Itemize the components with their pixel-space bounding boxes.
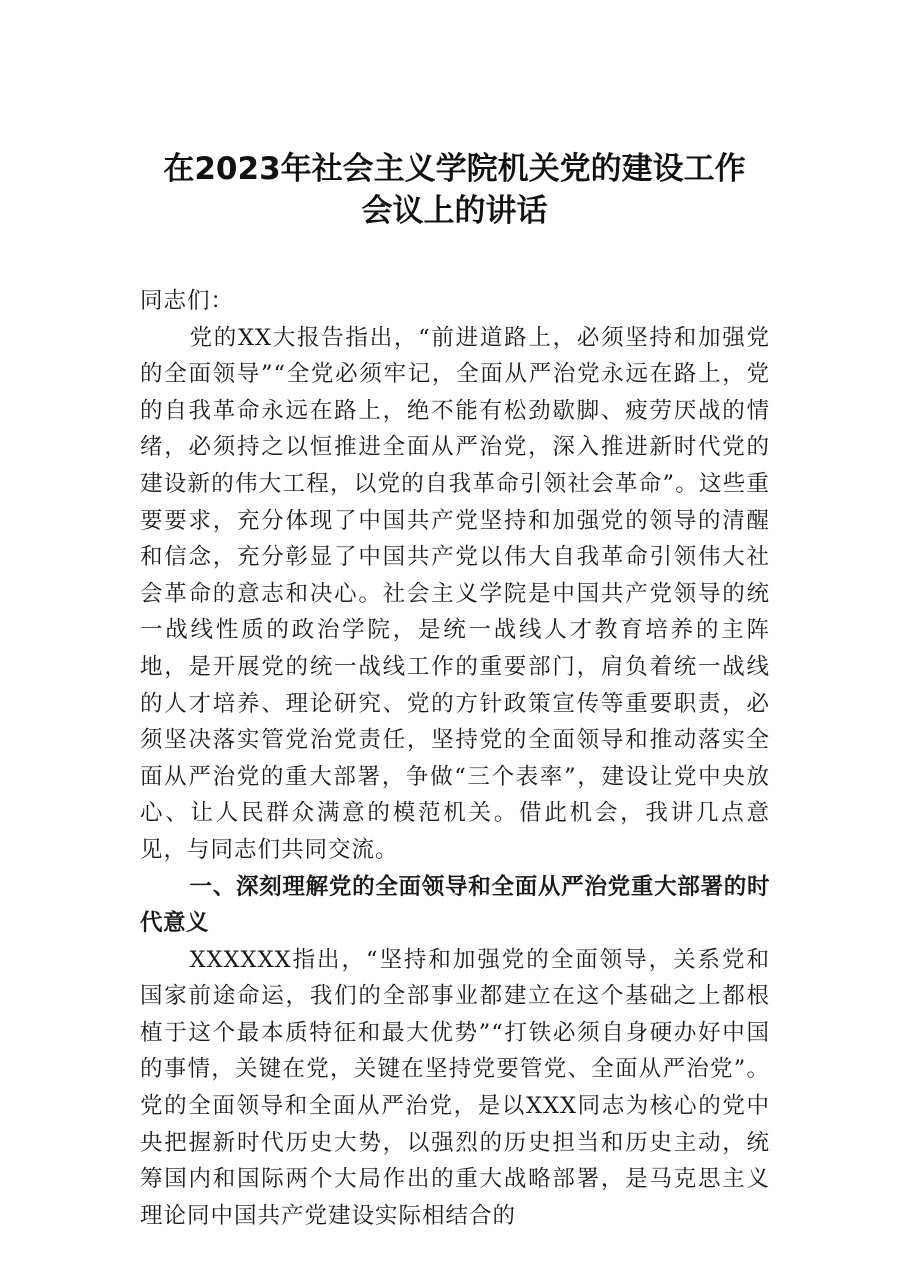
section-heading-1: 一、深刻理解党的全面领导和全面从严治党重大部署的时代意义 bbox=[140, 873, 770, 937]
document-body bbox=[140, 283, 770, 1234]
document-title-line2: 会议上的讲话 bbox=[361, 193, 548, 229]
document-title-line1: 在2023年社会主义学院机关党的建设工作 bbox=[163, 151, 746, 187]
paragraph-2: XXXXXX指出，“坚持和加强党的全面领导，关系党和国家前途命运，我们的全部事业都建立在这个基础之上都根植于这个最本质特征和最大优势”“打铁必须自身硬办好中国的事情，关键在党，关键在坚持党要管党、全面从严治党”。党的全面领导和全面从严治党，是以XXX同志为核心的党中央把握新时代历史大势，以强烈的历史担当和历史主动，统筹国内和国际两个大局作出的重大战略部署，是马克思主义理论同中国共产党建设实际相结合的 bbox=[140, 946, 770, 1229]
salutation: 同志们： bbox=[140, 288, 235, 314]
paragraph-1: 党的XX大报告指出，“前进道路上，必须坚持和加强党的全面领导”“全党必须牢记，全面从严治党永远在路上，党的自我革命永远在路上，绝不能有松劲歇脚、疲劳厌战的情绪，必须持之以恒推进全面从严治党，深入推进新时代党的建设新的伟大工程，以党的自我革命引领社会革命”。这些重要要求，充分体现了中国共产党坚持和加强党的领导的清醒和信念，充分彰显了中国共产党以伟大自我革命引领伟大社会革命的意志和决心。社会主义学院是中国共产党领导的统一战线性质的政治学院，是统一战线人才教育培养的主阵地，是开展党的统一战线工作的重要部门，肩负着统一战线的人才培养、理论研究、党的方针政策宣传等重要职责，必须坚决落实管党治党责任，坚持党的全面领导和推动落实全面从严治党的重大部署，争做“三个表率”，建设让党中央放心、让人民群众满意的模范机关。借此机会，我讲几点意见，与同志们共同交流。 bbox=[140, 324, 770, 863]
